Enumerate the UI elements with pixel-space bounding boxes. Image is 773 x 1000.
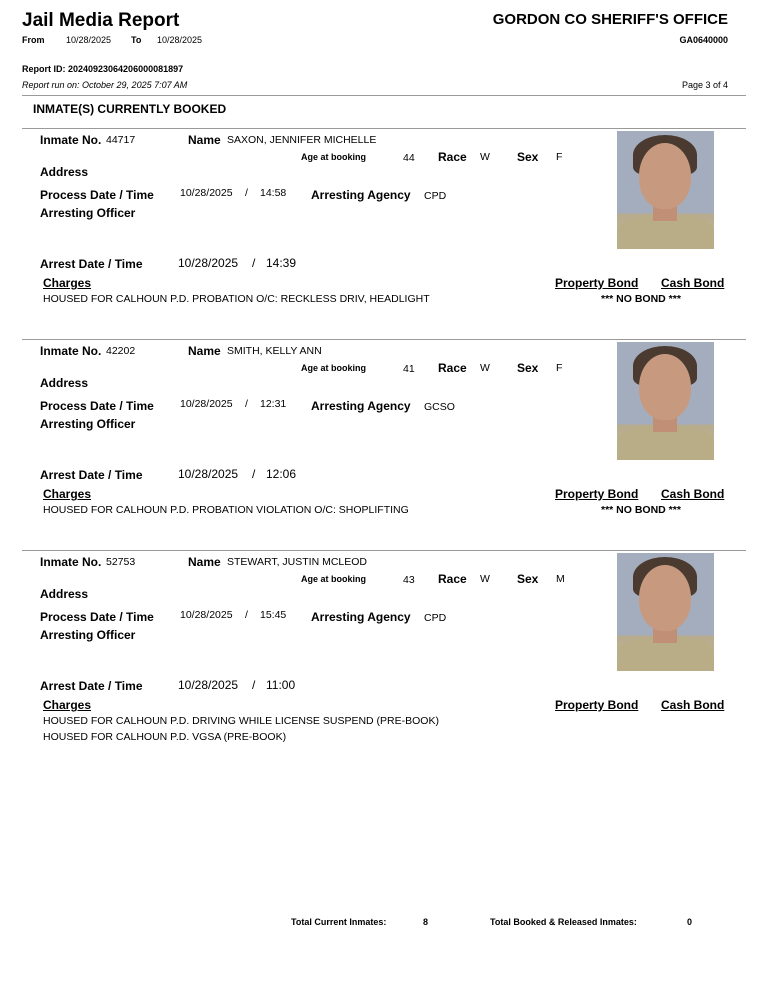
photo-face bbox=[639, 354, 691, 420]
process-slash: / bbox=[245, 609, 248, 621]
process-time: 14:58 bbox=[260, 187, 287, 199]
address-label: Address bbox=[40, 587, 89, 601]
race-label: Race bbox=[438, 572, 467, 586]
total-current-value: 8 bbox=[423, 917, 429, 927]
name-label: Name bbox=[188, 344, 221, 358]
race-label: Race bbox=[438, 150, 467, 164]
sex-value: F bbox=[556, 151, 563, 163]
inmate-number: 44717 bbox=[106, 134, 136, 146]
process-date-label: Process Date / Time bbox=[40, 610, 154, 624]
arresting-agency-label: Arresting Agency bbox=[311, 399, 411, 413]
arresting-agency: CPD bbox=[424, 612, 447, 624]
inmate-record bbox=[0, 128, 773, 338]
arresting-agency: CPD bbox=[424, 190, 447, 202]
report-title: Jail Media Report bbox=[22, 10, 180, 31]
arresting-officer-label: Arresting Officer bbox=[40, 206, 136, 220]
property-bond-label: Property Bond bbox=[555, 698, 639, 712]
inmate-name: SAXON, JENNIFER MICHELLE bbox=[227, 134, 377, 146]
cash-bond-label: Cash Bond bbox=[661, 487, 725, 501]
to-label: To bbox=[131, 35, 142, 45]
sex-label: Sex bbox=[517, 572, 539, 586]
charge-line: HOUSED FOR CALHOUN P.D. DRIVING WHILE LICENSE SUSPEND (PRE-BOOK) bbox=[43, 715, 439, 727]
cash-bond-label: Cash Bond bbox=[661, 276, 725, 290]
age-label: Age at booking bbox=[301, 574, 366, 584]
sex-label: Sex bbox=[517, 150, 539, 164]
inmate-name: STEWART, JUSTIN MCLEOD bbox=[227, 556, 368, 568]
process-date: 10/28/2025 bbox=[180, 187, 233, 199]
arrest-date-label: Arrest Date / Time bbox=[40, 679, 143, 693]
arrest-time: 11:00 bbox=[266, 678, 296, 692]
process-date: 10/28/2025 bbox=[180, 609, 233, 621]
inmate-record bbox=[0, 550, 773, 760]
charge-line: HOUSED FOR CALHOUN P.D. PROBATION VIOLATION O/C: SHOPLIFTING bbox=[43, 504, 409, 516]
charge-line: HOUSED FOR CALHOUN P.D. VGSA (PRE-BOOK) bbox=[43, 731, 287, 743]
bond-note: *** NO BOND *** bbox=[601, 293, 681, 305]
process-slash: / bbox=[245, 398, 248, 410]
arrest-date: 10/28/2025 bbox=[178, 678, 239, 692]
total-current-label: Total Current Inmates: bbox=[291, 917, 387, 927]
header-divider bbox=[22, 95, 746, 96]
arresting-officer-label: Arresting Officer bbox=[40, 628, 136, 642]
sex-value: F bbox=[556, 362, 563, 374]
arrest-time: 12:06 bbox=[266, 467, 297, 481]
charge-line: HOUSED FOR CALHOUN P.D. PROBATION O/C: RECKLESS DRIV, HEADLIGHT bbox=[43, 293, 430, 305]
arresting-officer-label: Arresting Officer bbox=[40, 417, 136, 431]
age-value: 41 bbox=[403, 363, 415, 375]
process-date-label: Process Date / Time bbox=[40, 188, 154, 202]
charges-label: Charges bbox=[43, 698, 92, 712]
sex-label: Sex bbox=[517, 361, 539, 375]
total-released-value: 0 bbox=[687, 917, 693, 927]
agency-name: GORDON CO SHERIFF'S OFFICE bbox=[492, 11, 728, 28]
arrest-date-label: Arrest Date / Time bbox=[40, 468, 143, 482]
arrest-slash: / bbox=[252, 467, 256, 481]
arrest-date-label: Arrest Date / Time bbox=[40, 257, 143, 271]
total-released-label: Total Booked & Released Inmates: bbox=[490, 917, 637, 927]
mugshot-photo bbox=[617, 131, 714, 249]
arrest-time: 14:39 bbox=[266, 256, 297, 270]
inmate-no-label: Inmate No. bbox=[40, 133, 102, 147]
mugshot-photo bbox=[617, 553, 714, 671]
charges-label: Charges bbox=[43, 487, 92, 501]
report-id: Report ID: 20240923064206000081897 bbox=[22, 64, 184, 74]
agency-code: GA0640000 bbox=[679, 35, 728, 45]
page-number: Page 3 of 4 bbox=[681, 80, 728, 90]
inmate-no-label: Inmate No. bbox=[40, 555, 102, 569]
inmate-number: 52753 bbox=[106, 556, 136, 568]
property-bond-label: Property Bond bbox=[555, 276, 639, 290]
photo-face bbox=[639, 565, 691, 631]
report-run-date: Report run on: October 29, 2025 7:07 AM bbox=[22, 80, 188, 90]
age-label: Age at booking bbox=[301, 152, 366, 162]
process-date: 10/28/2025 bbox=[180, 398, 233, 410]
address-label: Address bbox=[40, 376, 89, 390]
inmate-record bbox=[0, 339, 773, 549]
record-divider bbox=[22, 550, 746, 551]
race-label: Race bbox=[438, 361, 467, 375]
from-date: 10/28/2025 bbox=[66, 35, 112, 45]
age-label: Age at booking bbox=[301, 363, 366, 373]
charges-label: Charges bbox=[43, 276, 92, 290]
record-divider bbox=[22, 128, 746, 129]
bond-note: *** NO BOND *** bbox=[601, 504, 681, 516]
age-value: 43 bbox=[403, 574, 415, 586]
arrest-slash: / bbox=[252, 678, 256, 692]
name-label: Name bbox=[188, 133, 221, 147]
arrest-date: 10/28/2025 bbox=[178, 467, 239, 481]
inmate-number: 42202 bbox=[106, 345, 136, 357]
arrest-date: 10/28/2025 bbox=[178, 256, 239, 270]
arresting-agency-label: Arresting Agency bbox=[311, 610, 411, 624]
age-value: 44 bbox=[403, 152, 415, 164]
race-value: W bbox=[480, 151, 490, 163]
race-value: W bbox=[480, 573, 490, 585]
photo-face bbox=[639, 143, 691, 209]
from-label: From bbox=[22, 35, 45, 45]
section-title: INMATE(S) CURRENTLY BOOKED bbox=[33, 102, 227, 116]
process-slash: / bbox=[245, 187, 248, 199]
mugshot-photo bbox=[617, 342, 714, 460]
process-time: 15:45 bbox=[260, 609, 287, 621]
name-label: Name bbox=[188, 555, 221, 569]
sex-value: M bbox=[556, 573, 565, 585]
process-date-label: Process Date / Time bbox=[40, 399, 154, 413]
inmate-no-label: Inmate No. bbox=[40, 344, 102, 358]
address-label: Address bbox=[40, 165, 89, 179]
process-time: 12:31 bbox=[260, 398, 287, 410]
race-value: W bbox=[480, 362, 490, 374]
property-bond-label: Property Bond bbox=[555, 487, 639, 501]
arresting-agency-label: Arresting Agency bbox=[311, 188, 411, 202]
to-date: 10/28/2025 bbox=[157, 35, 203, 45]
record-divider bbox=[22, 339, 746, 340]
arrest-slash: / bbox=[252, 256, 256, 270]
cash-bond-label: Cash Bond bbox=[661, 698, 725, 712]
arresting-agency: GCSO bbox=[424, 401, 455, 413]
inmate-name: SMITH, KELLY ANN bbox=[227, 345, 322, 357]
